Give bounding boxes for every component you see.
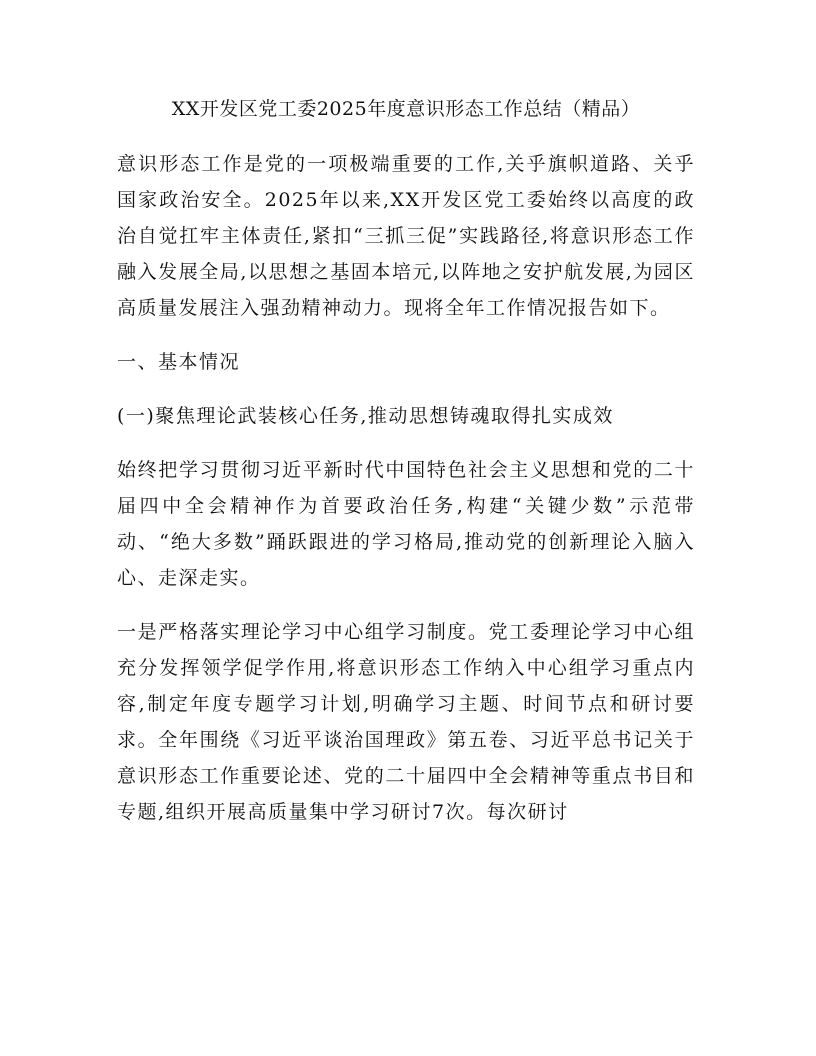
section-heading: 一、基本情况 [117, 351, 241, 373]
point-one-paragraph: 一是严格落实理论学习中心组学习制度。党工委理论学习中心组充分发挥领学促学作用,将意识形态工作纳入中心组学习重点内容,制定年度专题学习计划,明确学习主题、时间节点和研讨要求。全年围绕《习近平谈治国理政》第五卷、习近平总书记关于意识形态工作重要论述、党的二十届四中全会精神等重点书目和专题,组织开展高质量集中学习研讨7次。每次研讨 [117, 621, 695, 823]
subsection-paragraph: 始终把学习贯彻习近平新时代中国特色社会主义思想和党的二十届四中全会精神作为首要政治任务,构建“关键少数”示范带动、“绝大多数”踊跃跟进的学习格局,推动党的创新理论入脑入心、走深走实。 [117, 459, 695, 589]
document-body [117, 94, 695, 848]
intro-paragraph: 意识形态工作是党的一项极端重要的工作,关乎旗帜道路、关乎国家政治安全。2025年以来,XX开发区党工委始终以高度的政治自觉扛牢主体责任,紧扣“三抓三促”实践路径,将意识形态工作融入发展全局,以思想之基固本培元,以阵地之安护航发展,为园区高质量发展注入强劲精神动力。现将全年工作情况报告如下。 [117, 153, 695, 319]
document-title: XX开发区党工委2025年度意识形态工作总结（精品） [171, 98, 641, 120]
subsection-heading: (一)聚焦理论武装核心任务,推动思想铸魂取得扎实成效 [117, 405, 614, 427]
